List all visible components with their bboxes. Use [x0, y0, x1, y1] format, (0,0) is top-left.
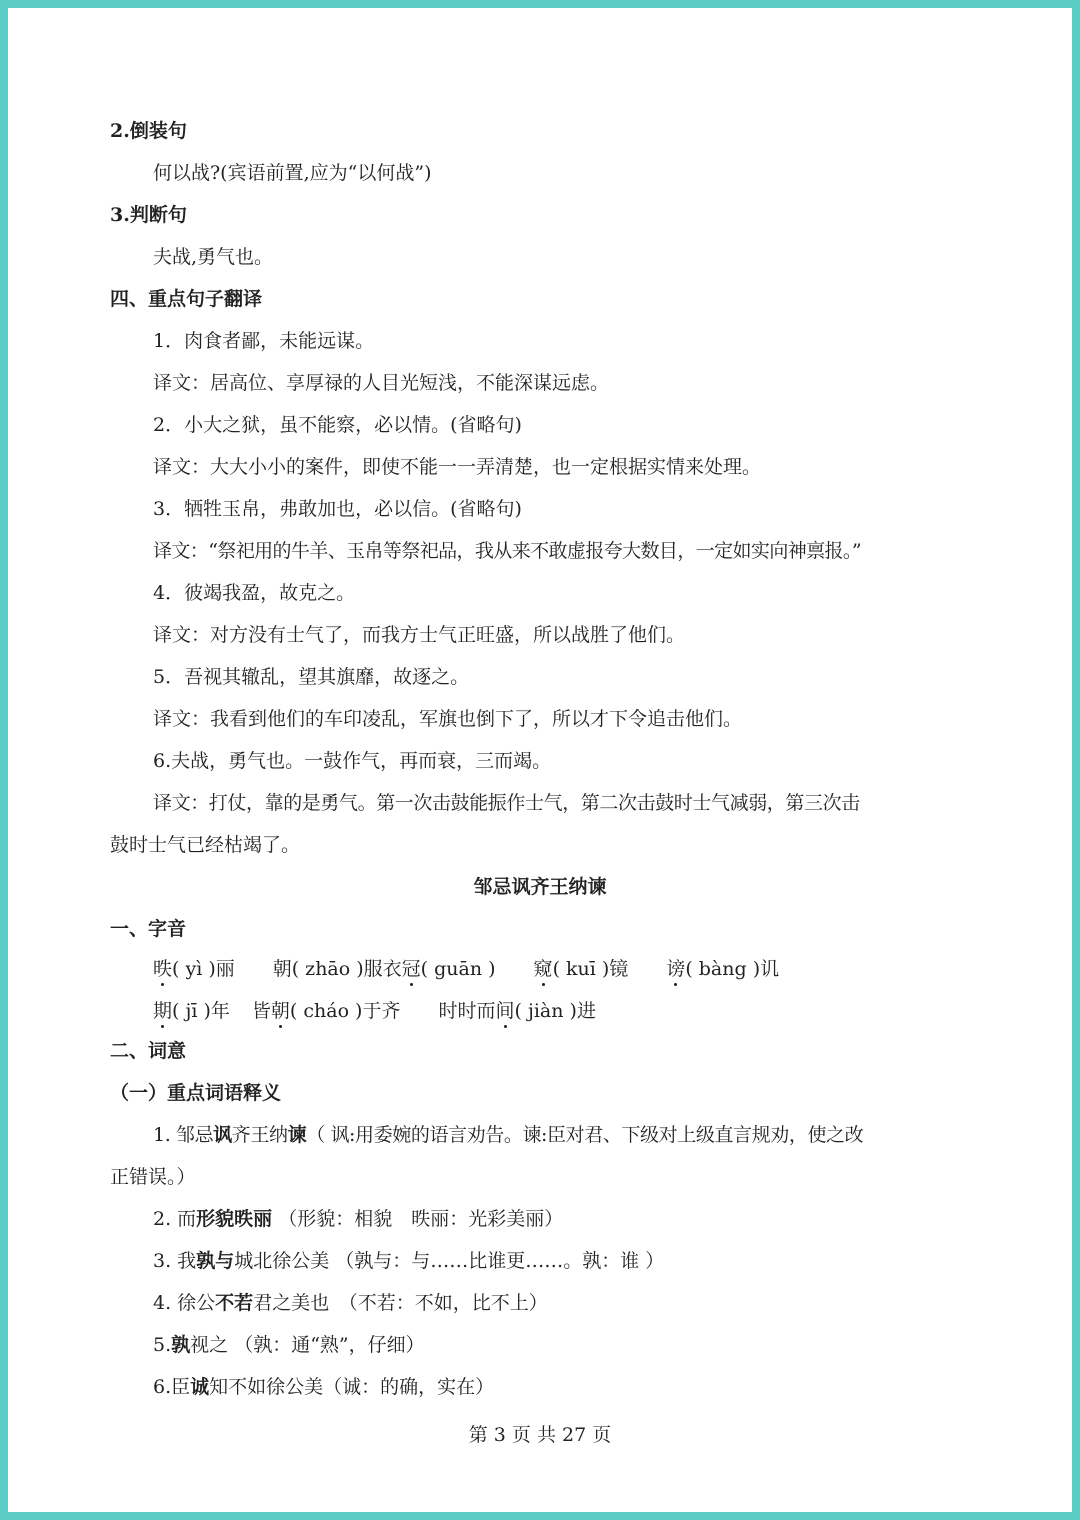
pinyin-text: ( guān ): [420, 958, 496, 980]
sentence-4: 4．彼竭我盈，故克之。: [153, 582, 356, 604]
vocab-keyword: 谏: [287, 1124, 307, 1146]
text-line: 何以战?(宾语前置,应为“以何战”): [153, 162, 432, 184]
dotted-char: 间: [495, 1000, 515, 1022]
page-footer: 第 3 页 共 27 页: [468, 1424, 612, 1446]
pinyin-text: ( jiàn )进: [514, 1000, 596, 1022]
dotted-char: 冠: [401, 958, 421, 980]
pinyin-text: ( bàng )讥: [685, 958, 780, 980]
pinyin-text: ( cháo )于齐: [289, 1000, 401, 1022]
vocab-explanation: （不若：不如，比不上）: [329, 1292, 548, 1314]
pinyin-row-1: [153, 956, 779, 982]
vocab-item-6: [153, 1374, 494, 1400]
translation-6-continued: 鼓时士气已经枯竭了。: [110, 834, 301, 856]
translation-4: 译文：对方没有士气了，而我方士气正旺盛，所以战胜了他们。: [153, 624, 686, 646]
vocab-keyword: 不若: [215, 1292, 254, 1314]
dotted-char: 朝: [270, 1000, 290, 1022]
vocab-text: 城北徐公美: [234, 1250, 330, 1272]
translation-1: 译文：居高位、享厚禄的人目光短浅，不能深谋远虑。: [153, 372, 610, 394]
vocab-keyword: 孰与: [196, 1250, 235, 1272]
vocab-text: 视之: [190, 1334, 229, 1356]
vocab-text: 齐王纳: [231, 1124, 288, 1146]
dotted-char: 昳: [153, 958, 173, 980]
translation-6: 译文：打仗，靠的是勇气。第一次击鼓能振作士气，第二次击鼓时士气减弱，第三次击: [153, 792, 860, 814]
vocab-keyword: 诚: [190, 1376, 210, 1398]
pinyin-text: 朝( zhāo )服衣: [272, 958, 402, 980]
vocab-explanation: （孰与：与……比谁更……。孰：谁 ）: [329, 1250, 665, 1272]
dotted-char: 窥: [533, 958, 553, 980]
pinyin-text: ( jī )年: [172, 1000, 230, 1022]
vocab-text: 2. 而: [153, 1208, 197, 1230]
sentence-2: 2．小大之狱，虽不能察，必以情。(省略句): [153, 414, 522, 436]
vocab-text: 1. 邹忌: [153, 1124, 214, 1146]
section-heading-pronunciation: 一、字音: [110, 918, 187, 940]
vocab-explanation: （孰：通“熟”，仔细）: [228, 1334, 425, 1356]
section-heading-meaning: 二、词意: [110, 1040, 187, 1062]
vocab-explanation: （ 讽:用委婉的语言劝告。谏:臣对君、下级对上级直言规劝，使之改: [306, 1124, 864, 1146]
vocab-text: 6.臣: [153, 1376, 191, 1398]
section-heading-translation: 四、重点句子翻译: [110, 288, 263, 310]
sentence-3: 3．牺牲玉帛，弗敢加也，必以信。(省略句): [153, 498, 522, 520]
section-heading-judgment: 3.判断句: [110, 204, 187, 226]
vocab-explanation: （形貌：相貌 昳丽：光彩美丽）: [272, 1208, 564, 1230]
pinyin-text: ( yì )丽: [172, 958, 235, 980]
page-content: [8, 8, 1072, 1512]
pinyin-text: 皆: [251, 1000, 271, 1022]
vocab-item-1: [153, 1122, 863, 1148]
sentence-5: 5．吾视其辙乱，望其旗靡，故逐之。: [153, 666, 470, 688]
vocab-keyword: 讽: [213, 1124, 232, 1146]
vocab-item-2: [153, 1206, 563, 1232]
section-heading-inversion: 2.倒装句: [110, 120, 187, 142]
dotted-char: 谤: [666, 958, 686, 980]
vocab-text: 正错误。）: [110, 1166, 196, 1188]
vocab-text: 知不如徐公美（诚：的确，实在）: [209, 1376, 495, 1398]
dotted-char: 期: [153, 1000, 173, 1022]
vocab-item-4: [153, 1290, 548, 1316]
translation-5: 译文：我看到他们的车印凌乱，军旗也倒下了，所以才下令追击他们。: [153, 708, 743, 730]
pinyin-text: ( kuī )镜: [552, 958, 629, 980]
text-line: 夫战,勇气也。: [153, 246, 274, 268]
sentence-6: 6.夫战，勇气也。一鼓作气，再而衰，三而竭。: [153, 750, 552, 772]
subsection-heading-key-words: （一）重点词语释义: [110, 1082, 282, 1104]
vocab-item-3: [153, 1248, 664, 1274]
document-page: [8, 8, 1072, 1512]
pinyin-row-2: [153, 998, 596, 1024]
vocab-keyword: 孰: [171, 1334, 191, 1356]
translation-3: 译文：“祭祀用的牛羊、玉帛等祭祀品，我从来不敢虚报夸大数目，一定如实向神禀报。”: [153, 540, 861, 562]
translation-2: 译文：大大小小的案件，即使不能一一弄清楚，也一定根据实情来处理。: [153, 456, 762, 478]
vocab-text: 4. 徐公: [153, 1292, 216, 1314]
article-title: 邹忌讽齐王纳谏: [473, 876, 607, 898]
vocab-keyword: 形貌昳丽: [196, 1208, 273, 1230]
vocab-item-5: [153, 1332, 425, 1358]
sentence-1: 1．肉食者鄙，未能远谋。: [153, 330, 375, 352]
pinyin-text: 时时而: [438, 1000, 496, 1022]
vocab-text: 3. 我: [153, 1250, 197, 1272]
vocab-text: 5.: [153, 1334, 172, 1356]
vocab-text: 君之美也: [253, 1292, 330, 1314]
vocab-item-1-continued: [110, 1164, 196, 1190]
